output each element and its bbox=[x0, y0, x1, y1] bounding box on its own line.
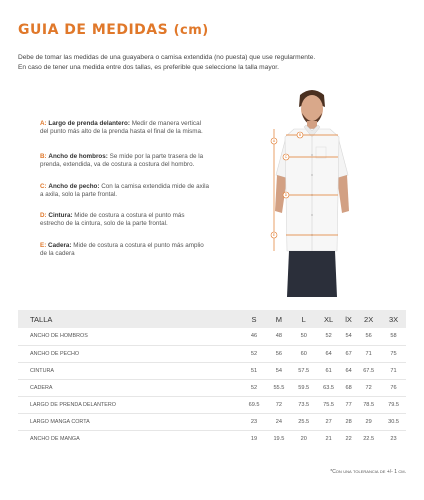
title-unit: (cm) bbox=[173, 23, 209, 38]
header-size: L bbox=[291, 310, 316, 328]
label-e: E bbox=[272, 233, 276, 238]
title-text: GUIA DE MEDIDAS bbox=[18, 22, 169, 38]
measure-e: E: Cadera: Mide de costura a costura el punto más amplio de la cadera bbox=[40, 242, 204, 258]
table-row: ANCHO DE PECHO 52 56 60 64 67 71 75 bbox=[18, 345, 406, 362]
measure-b: B: Ancho de hombros: Se mide por la parte trasera de la prenda, extendida, va de costura a costura del hombro. bbox=[40, 153, 204, 169]
label-a: A bbox=[272, 139, 276, 144]
model-illustration bbox=[262, 85, 362, 297]
tolerance-note: *Con una tolerancia de +/- 1 cm. bbox=[330, 469, 406, 475]
header-talla: TALLA bbox=[18, 310, 242, 328]
intro-line-1: Debe de tomar las medidas de una guayabera o camisa extendida (no puesta) que use regularmente. bbox=[18, 54, 316, 61]
table-header-row bbox=[18, 310, 406, 328]
header-size: S bbox=[242, 310, 267, 328]
label-d: D bbox=[284, 193, 288, 198]
header-size: M bbox=[266, 310, 291, 328]
measure-c: C: Ancho de pecho: Con la camisa extendida mide de axila a axila, solo la parte frontal. bbox=[40, 183, 210, 199]
table-row: CINTURA 51 54 57.5 61 64 67.5 71 bbox=[18, 362, 406, 379]
table-row: ANCHO DE HOMBROS 46 48 50 52 54 56 58 bbox=[18, 328, 406, 345]
size-table bbox=[18, 310, 406, 448]
header-size: lX bbox=[341, 310, 356, 328]
page-title bbox=[18, 22, 209, 38]
header-size: 3X bbox=[381, 310, 406, 328]
table-row: LARGO DE PRENDA DELANTERO 69.5 72 73.5 75.5 77 78.5 79.5 bbox=[18, 396, 406, 413]
table-row: CADERA 52 55.5 59.5 63.5 68 72 76 bbox=[18, 379, 406, 396]
header-size: XL bbox=[316, 310, 341, 328]
intro-line-2: En caso de tener una medida entre dos tallas, es preferible que seleccione la talla mayor. bbox=[18, 64, 279, 71]
label-b: B bbox=[298, 133, 302, 138]
table-row: LARGO MANGA CORTA 23 24 25.5 27 28 29 30.5 bbox=[18, 413, 406, 430]
measure-a: A: Largo de prenda delantero: Medir de manera vertical del punto más alto de la prenda hasta el final de la misma. bbox=[40, 120, 203, 136]
header-size: 2X bbox=[356, 310, 381, 328]
measure-d: D: Cintura: Mide de costura a costura el punto más estrecho de la cintura, solo de la parte frontal. bbox=[40, 212, 185, 228]
label-c: C bbox=[284, 155, 288, 160]
intro-text bbox=[18, 53, 418, 73]
table-row: ANCHO DE MANGA 19 19.5 20 21 22 22.5 23 bbox=[30, 436, 397, 443]
